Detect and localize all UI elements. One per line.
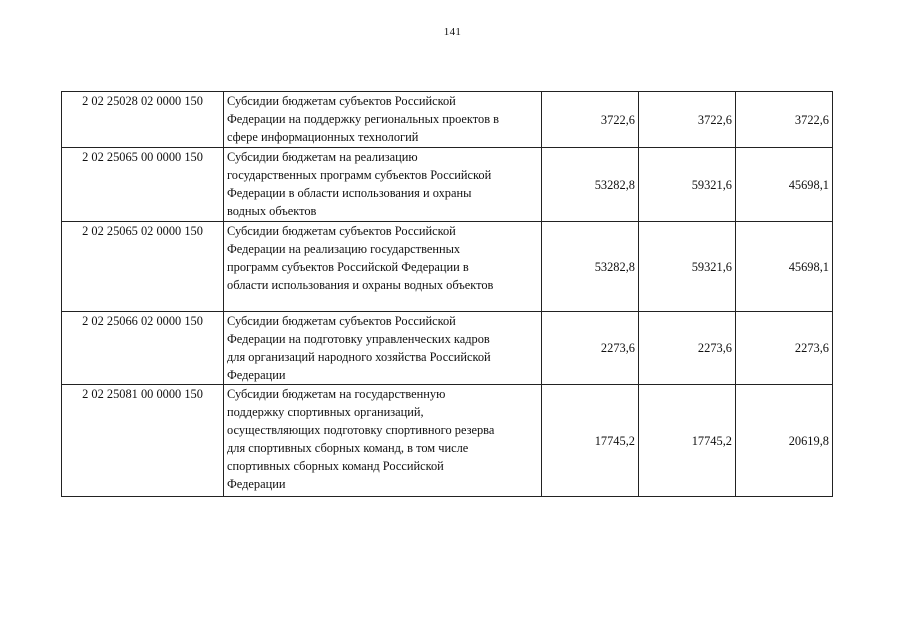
description-line: Федерации на реализацию государственных [227, 242, 461, 256]
amount-year-1-cell: 2273,6 [542, 312, 639, 385]
description-line: Федерации на поддержку региональных проектов в [227, 112, 500, 126]
amount-year-1-cell: 3722,6 [542, 92, 639, 148]
amount-year-3-cell: 3722,6 [736, 92, 833, 148]
table-row [62, 148, 833, 222]
description-line: водных объектов [227, 204, 317, 218]
table-row [62, 385, 833, 497]
table-row [62, 92, 833, 148]
description-cell [224, 312, 542, 385]
budget-code-cell: 2 02 25066 02 0000 150 [62, 312, 224, 385]
amount-year-3-cell: 2273,6 [736, 312, 833, 385]
description-line: Федерации [227, 477, 286, 491]
amount-year-1-cell: 53282,8 [542, 148, 639, 222]
amount-year-2-cell: 59321,6 [639, 148, 736, 222]
amount-year-2-cell: 2273,6 [639, 312, 736, 385]
amount-year-1-cell: 17745,2 [542, 385, 639, 497]
budget-code-cell: 2 02 25065 00 0000 150 [62, 148, 224, 222]
amount-year-2-cell: 59321,6 [639, 222, 736, 312]
budget-revenue-table [61, 91, 833, 497]
description-line: поддержку спортивных организаций, [227, 405, 424, 419]
amount-year-3-cell: 45698,1 [736, 148, 833, 222]
description-cell [224, 148, 542, 222]
description-line: Федерации [227, 368, 286, 382]
description-line: программ субъектов Российской Федерации в [227, 260, 469, 274]
amount-year-3-cell: 45698,1 [736, 222, 833, 312]
description-cell [224, 92, 542, 148]
description-line: Федерации в области использования и охраны [227, 186, 472, 200]
page-number: 141 [443, 26, 462, 38]
description-line: спортивных сборных команд Российской [227, 459, 444, 473]
description-line: Субсидии бюджетам на реализацию [227, 150, 418, 164]
amount-year-3-cell: 20619,8 [736, 385, 833, 497]
budget-code-cell: 2 02 25028 02 0000 150 [62, 92, 224, 148]
description-line: Субсидии бюджетам субъектов Российской [227, 94, 456, 108]
description-cell [224, 222, 542, 312]
description-line: для организаций народного хозяйства Российской [227, 350, 491, 364]
description-line: Субсидии бюджетам субъектов Российской [227, 314, 456, 328]
description-line: сфере информационных технологий [227, 130, 419, 144]
amount-year-1-cell: 53282,8 [542, 222, 639, 312]
budget-code-cell: 2 02 25065 02 0000 150 [62, 222, 224, 312]
amount-year-2-cell: 3722,6 [639, 92, 736, 148]
table-row [62, 222, 833, 312]
amount-year-2-cell: 17745,2 [639, 385, 736, 497]
description-line: области использования и охраны водных объектов [227, 278, 494, 292]
description-line: осуществляющих подготовку спортивного резерва [227, 423, 495, 437]
budget-code-cell: 2 02 25081 00 0000 150 [62, 385, 224, 497]
description-line: Федерации на подготовку управленческих кадров [227, 332, 490, 346]
description-line: Субсидии бюджетам на государственную [227, 387, 446, 401]
table-row [62, 312, 833, 385]
description-line: для спортивных сборных команд, в том числе [227, 441, 469, 455]
description-line: Субсидии бюджетам субъектов Российской [227, 224, 456, 238]
description-line: государственных программ субъектов Российской [227, 168, 492, 182]
description-cell [224, 385, 542, 497]
